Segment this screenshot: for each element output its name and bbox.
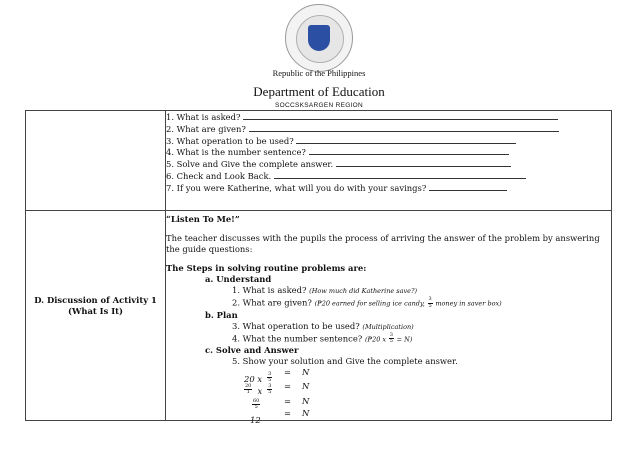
- step-a-item-2: 2. What are given? (₱20 earned for selling ice candy, $\frac{3}{5}$ money in saver box): [232, 296, 502, 309]
- discussion-intro: The teacher discusses with the pupils the process of arriving the answer of the problem by answering the guide questions:: [166, 233, 600, 254]
- discussion-row: [26, 211, 612, 421]
- step-b-heading: b. Plan: [205, 309, 238, 320]
- answer-line: [249, 123, 559, 132]
- answer-line: [309, 146, 509, 155]
- department-title: Department of Education: [253, 84, 385, 99]
- question-item: 6. Check and Look Back.: [166, 170, 611, 182]
- step-c-item-5: 5. Show your solution and Give the complete answer.: [232, 356, 458, 366]
- fraction-sixty-fifths: $\frac{60}{5}$: [253, 397, 260, 410]
- fraction-twenty-over-one: $\frac{20}{1}$: [245, 382, 252, 395]
- step-c-heading: c. Solve and Answer: [205, 345, 299, 355]
- question-item: 4. What is the number sentence?: [166, 146, 611, 158]
- solution-line-1: 20 x $\frac{3}{5}$ = N: [244, 367, 310, 384]
- discussion-label-cell: [26, 211, 166, 421]
- discussion-label: D. Discussion of Activity 1: [34, 295, 157, 305]
- answer-line: [296, 135, 516, 144]
- answer-line: [429, 182, 507, 191]
- deped-seal-logo: [285, 4, 353, 72]
- empty-label-cell: [26, 111, 166, 211]
- fraction-three-fifths: $\frac{3}{5}$: [389, 331, 393, 344]
- lesson-table: [25, 110, 612, 425]
- step-b-item-4: 4. What the number sentence? (₱20 x $\frac{3}{5} = N$): [232, 331, 413, 344]
- fraction-three-fifths: $\frac{3}{5}$: [428, 296, 432, 309]
- answer-line: [274, 170, 526, 179]
- question-item: 1. What is asked?: [166, 111, 611, 123]
- discussion-cell: [166, 211, 612, 425]
- answer-line: [336, 158, 511, 167]
- republic-text: Republic of the Philippines: [272, 68, 366, 78]
- fraction-three-fifths: $\frac{3}{5}$: [268, 370, 272, 383]
- solution-line-2: $\frac{20}{1}$ x $\frac{3}{5}$ = N: [245, 381, 310, 396]
- steps-heading: The Steps in solving routine problems are:: [166, 263, 367, 273]
- discussion-title: “Listen To Me!”: [166, 214, 240, 224]
- answer-line: [243, 111, 558, 120]
- questions-cell: [166, 111, 612, 211]
- solution-line-3: $\frac{60}{5}$ = N: [253, 396, 310, 410]
- question-item: 2. What are given?: [166, 123, 611, 135]
- question-item: 5. Solve and Give the complete answer.: [166, 158, 611, 170]
- step-b-item-3: 3. What operation to be used? (Multiplication): [232, 320, 414, 331]
- step-a-heading: a. Understand: [205, 274, 272, 284]
- question-item: 3. What operation to be used?: [166, 135, 611, 147]
- region-text: SOCCSKSARGEN REGION: [274, 102, 364, 109]
- solution-line-4: 12 = N: [250, 408, 310, 425]
- step-a-item-1-note: (How much did Katherine save?): [309, 287, 418, 295]
- seal-shield-icon: [308, 25, 330, 51]
- questions-row: [26, 111, 612, 211]
- question-item: 7. If you were Katherine, what will you do with your savings?: [166, 182, 611, 194]
- discussion-sublabel: (What Is It): [68, 306, 123, 316]
- solution-block: [166, 367, 611, 425]
- step-a-item-1: 1. What is asked? (How much did Katherine save?): [232, 285, 418, 295]
- fraction-three-fifths: $\frac{3}{5}$: [268, 382, 272, 395]
